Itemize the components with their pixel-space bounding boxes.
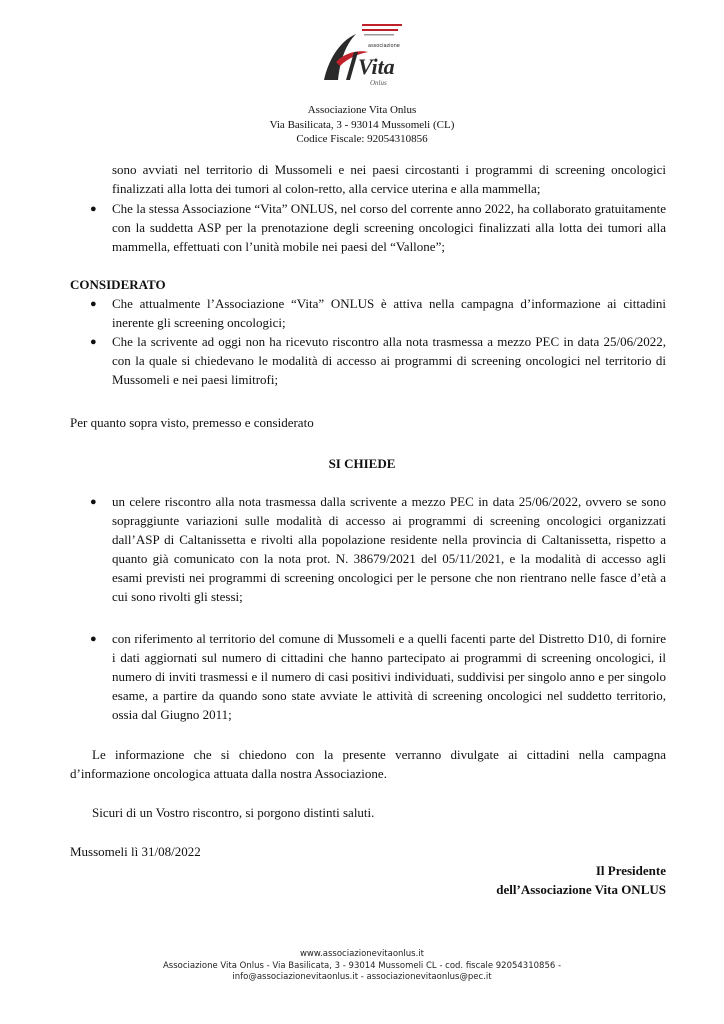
page-footer (0, 949, 724, 984)
considerato-item: Che attualmente l’Associazione “Vita” ONLUS è attiva nella campagna d’informazione ai cittadini inerente gli screening oncologici; (112, 296, 666, 330)
considerato-item: Che la scrivente ad oggi non ha ricevuto riscontro alla nota trasmessa a mezzo PEC in data 25/06/2022, con la quale si chiedevano le modalità di accesso ai programmi di screening oncologici nel territorio di Mussomeli e nei paesi limitrofi; (112, 334, 666, 387)
logo-sub-text: Onlus (370, 79, 387, 87)
signature-title: Il Presidente (595, 863, 666, 878)
place-date: Mussomeli lì 31/08/2022 (70, 844, 201, 859)
logo-small-text: associazione (368, 43, 400, 49)
considerato-heading: CONSIDERATO (70, 277, 166, 292)
closing-greeting: Sicuri di un Vostro riscontro, si porgono distinti saluti. (92, 805, 375, 820)
request-item: un celere riscontro alla nota trasmessa dalla scrivente a mezzo PEC in data 25/06/2022, ovvero se sono sopraggiunte variazioni sulle modalità di accesso ai programmi di screening oncologici organizzati dall’ASP di Caltanissetta e rivolti alla popolazione residente nella provincia di Caltanissetta, rispetto a quanto già comunicato con la nota prot. N. 38679/2021 del 05/11/2021, e la modalità di accesso agli esami previsti nei programmi di screening oncologici per le persone che non rientrano nelle fasce d’età a cui sono rivolti gli stessi; (112, 494, 666, 604)
bullet-marker: ● (90, 298, 97, 310)
intro-continuation: sono avviati nel territorio di Mussomeli e nei paesi circostanti i programmi di screening oncologici finalizzati alla lotta dei tumori al colon-retto, alla cervice uterina e alla mammella; (112, 162, 666, 196)
header-address: Via Basilicata, 3 - 93014 Mussomeli (CL) (269, 118, 455, 131)
association-logo (318, 22, 408, 90)
bullet-marker: ● (90, 336, 97, 348)
si-chiede-heading: SI CHIEDE (328, 456, 396, 471)
signature-organization: dell’Associazione Vita ONLUS (496, 882, 666, 897)
signature-block (496, 861, 666, 899)
footer-website: www.associazionevitaonlus.it (299, 949, 425, 959)
bullet-marker: ● (90, 203, 97, 215)
premessa-line: Per quanto sopra visto, premesso e considerato (70, 415, 314, 430)
logo-mark-text: Vita (358, 54, 395, 79)
closing-paragraph: Le informazione che si chiedono con la presente verranno divulgate ai cittadini nella campagna d’informazione oncologica attuata dalla nostra Associazione. (70, 747, 666, 781)
request-item: con riferimento al territorio del comune di Mussomeli e a quelli facenti parte del Distretto D10, di fornire i dati aggiornati sul numero di cittadini che hanno partecipato ai programmi di screening oncologici, il numero di inviti trasmessi e il numero di casi positivi individuati, suddivisi per singolo anno e per singolo esame, a partire da quando sono state avviate le attività di screening oncologici nel suddetto territorio, ossia dal Giugno 2011; (112, 631, 666, 722)
footer-emails: info@associazionevitaonlus.it - associazionevitaonlus@pec.it (232, 972, 492, 982)
letterhead (0, 103, 724, 147)
header-name: Associazione Vita Onlus (307, 104, 417, 116)
footer-address: Associazione Vita Onlus - Via Basilicata, 3 - 93014 Mussomeli CL - cod. fiscale 92054310856 - (162, 960, 562, 971)
bullet-marker: ● (90, 633, 97, 645)
header-tax-code: Codice Fiscale: 92054310856 (296, 133, 428, 145)
bullet-marker: ● (90, 496, 97, 508)
intro-bullet: Che la stessa Associazione “Vita” ONLUS, nel corso del corrente anno 2022, ha collaborato gratuitamente con la suddetta ASP per la prenotazione degli screening oncologici finalizzati alla lotta dei tumori alla mammella, effettuati con l’unità mobile nei paesi del “Vallone”; (112, 201, 666, 254)
